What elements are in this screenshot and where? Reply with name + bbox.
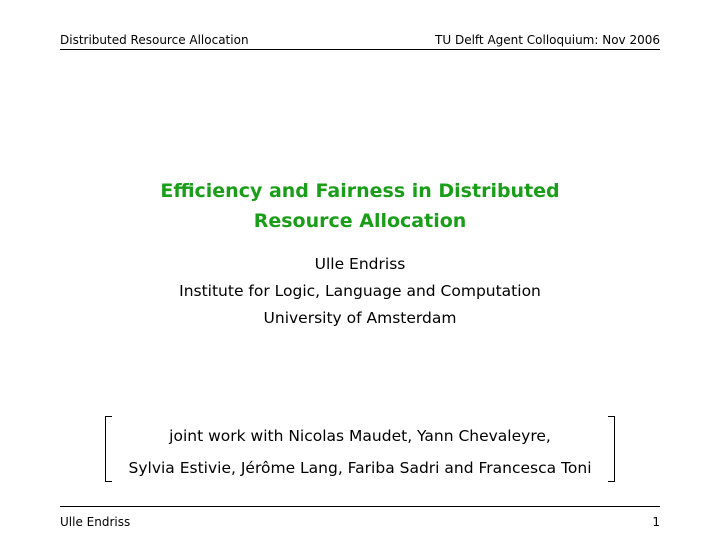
right-bracket <box>608 416 615 482</box>
author-institute: Institute for Logic, Language and Computation <box>179 282 541 300</box>
slide-footer <box>60 513 660 531</box>
slide-header <box>60 31 660 49</box>
title-line-1: Efficiency and Fairness in Distributed <box>160 180 560 202</box>
author-block <box>60 251 660 332</box>
header-left-text: Distributed Resource Allocation <box>60 33 249 47</box>
author-name: Ulle Endriss <box>314 255 406 273</box>
joint-work-line-1: joint work with Nicolas Maudet, Yann Chevaleyre, <box>169 427 551 445</box>
footer-rule <box>60 506 660 507</box>
left-bracket <box>105 416 112 482</box>
footer-author: Ulle Endriss <box>60 515 131 529</box>
slide-title <box>60 176 660 236</box>
header-right-text: TU Delft Agent Colloquium: Nov 2006 <box>435 33 660 47</box>
joint-work-line-2: Sylvia Estivie, Jérôme Lang, Fariba Sadri and Francesca Toni <box>128 459 592 477</box>
joint-work-block <box>115 420 605 484</box>
header-rule <box>60 49 660 50</box>
title-line-2: Resource Allocation <box>253 210 467 232</box>
page-number: 1 <box>652 515 660 529</box>
author-university: University of Amsterdam <box>263 309 457 327</box>
